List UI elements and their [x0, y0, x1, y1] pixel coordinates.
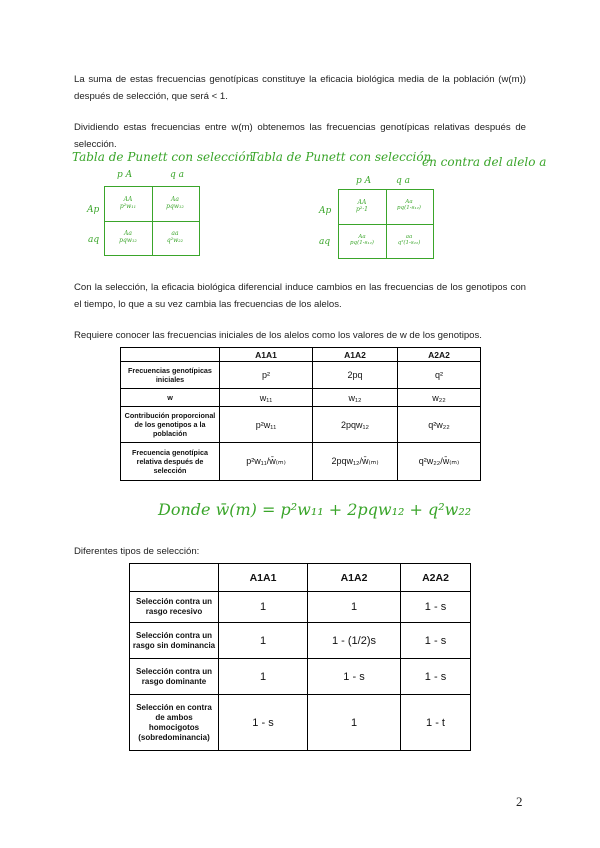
paragraph-selection-types: Diferentes tipos de selección:: [74, 546, 200, 557]
table-header-cell: A1A1: [219, 564, 308, 592]
punnett2-cell-12: Aa pq(1-s₁₂): [397, 199, 421, 211]
table-header-cell: [121, 348, 220, 362]
table-cell: 1: [219, 659, 308, 695]
punnett2-cell-22: aa q²(1-s₂₂): [397, 234, 421, 246]
paragraph-relative-frequencies: Dividiendo estas frecuencias entre w(m) obtenemos las frecuencias genotípicas relativas después de selección.: [74, 122, 526, 150]
table-cell: 1 - s: [401, 592, 471, 623]
table-cell: 2pqw₁₂/w̄₍ₘ₎: [313, 443, 398, 481]
table-cell: 1 - (1/2)s: [308, 623, 401, 659]
genotype-frequency-table: [120, 347, 481, 481]
table-cell: w₁₂: [313, 389, 398, 407]
paragraph-selection-changes: Con la selección, la eficacia biológica diferencial induce cambios en las frecuencias de los genotipos con el tiempo, lo que a su vez cambia las frecuencias de los alelos.: [74, 282, 526, 310]
table-cell: 1: [219, 592, 308, 623]
table-cell: q²w₂₂/w̄₍ₘ₎: [398, 443, 481, 481]
table-cell: 1 - s: [401, 659, 471, 695]
punnett2-col-a: p A: [356, 176, 372, 186]
punnett2-col-b: q a: [396, 176, 410, 186]
table-cell: 2pq: [313, 362, 398, 389]
table-cell: p²: [220, 362, 313, 389]
row-label: Selección contra un rasgo recesivo: [130, 592, 219, 623]
table-cell: w₁₁: [220, 389, 313, 407]
punnett1-row-a: Ap: [87, 205, 100, 215]
punnett1-cell-21: Aa pqw₁₂: [119, 230, 137, 244]
table-row: [130, 695, 471, 751]
handwritten-title-punnett-2: Tabla de Punett con selección: [250, 150, 432, 164]
page-number: 2: [516, 794, 523, 809]
row-label: Selección en contra de ambos homocigotos (sobredominancia): [130, 695, 219, 751]
punnett2-cell-21: Aa pq(1-s₁₂): [350, 234, 374, 246]
table-cell: 1 - s: [308, 659, 401, 695]
table-cell: p²w₁₁/w̄₍ₘ₎: [220, 443, 313, 481]
paragraph-requirements: Requiere conocer las frecuencias iniciales de los alelos como los valores de w de los genotipos.: [74, 330, 482, 341]
punnett2-row-b: aq: [319, 237, 331, 247]
punnett1-cell-12: Aa pqw₁₂: [166, 196, 184, 210]
table-cell: 1: [308, 695, 401, 751]
table-cell: 2pqw₁₂: [313, 407, 398, 443]
table-row: [130, 659, 471, 695]
handwritten-title-punnett-1: Tabla de Punett con selección: [72, 150, 254, 164]
table-cell: q²w₂₂: [398, 407, 481, 443]
table-cell: 1: [308, 592, 401, 623]
row-label: Contribución proporcional de los genotipos a la población: [121, 407, 220, 443]
selection-types-table: [129, 563, 471, 751]
table-header-cell: A1A2: [313, 348, 398, 362]
table-cell: 1 - s: [219, 695, 308, 751]
paragraph-mean-fitness: La suma de estas frecuencias genotípicas constituye la eficacia biológica media de la población (w(m)) después de selección, que será < 1.: [74, 74, 526, 102]
table-header-cell: [130, 564, 219, 592]
table-row: [130, 623, 471, 659]
table-header-cell: A1A2: [308, 564, 401, 592]
punnett2-row-a: Ap: [319, 206, 332, 216]
handwritten-mean-fitness-formula: Donde w̄(m) = p²w₁₁ + 2pqw₁₂ + q²w₂₂: [158, 500, 472, 519]
table-header-cell: A1A1: [220, 348, 313, 362]
table-row: [130, 592, 471, 623]
table-header-cell: A2A2: [401, 564, 471, 592]
table-cell: w₂₂: [398, 389, 481, 407]
row-label: Selección contra un rasgo sin dominancia: [130, 623, 219, 659]
row-label: Frecuencia genotípica relativa después de selección: [121, 443, 220, 481]
punnett1-cell-22: aa q²w₂₂: [166, 230, 184, 244]
table-row: [121, 443, 481, 481]
row-label: w: [121, 389, 220, 407]
table-cell: p²w₁₁: [220, 407, 313, 443]
row-label: Frecuencias genotípicas iniciales: [121, 362, 220, 389]
table-header-row: [121, 348, 481, 362]
table-cell: 1 - s: [401, 623, 471, 659]
punnett1-cell-11: AA p²w₁₁: [119, 196, 137, 210]
table-cell: q²: [398, 362, 481, 389]
punnett1-row-b: aq: [88, 235, 100, 245]
table-cell: 1: [219, 623, 308, 659]
table-row: [121, 362, 481, 389]
punnett2-cell-11: AA p²·1: [356, 199, 368, 213]
table-row: [121, 389, 481, 407]
punnett1-col-a: p A: [117, 170, 133, 180]
punnett1-col-b: q a: [170, 170, 184, 180]
table-header-row: [130, 564, 471, 592]
table-header-cell: A2A2: [398, 348, 481, 362]
handwritten-title-against-a: en contra del alelo a: [422, 155, 547, 169]
table-row: [121, 407, 481, 443]
row-label: Selección contra un rasgo dominante: [130, 659, 219, 695]
table-cell: 1 - t: [401, 695, 471, 751]
